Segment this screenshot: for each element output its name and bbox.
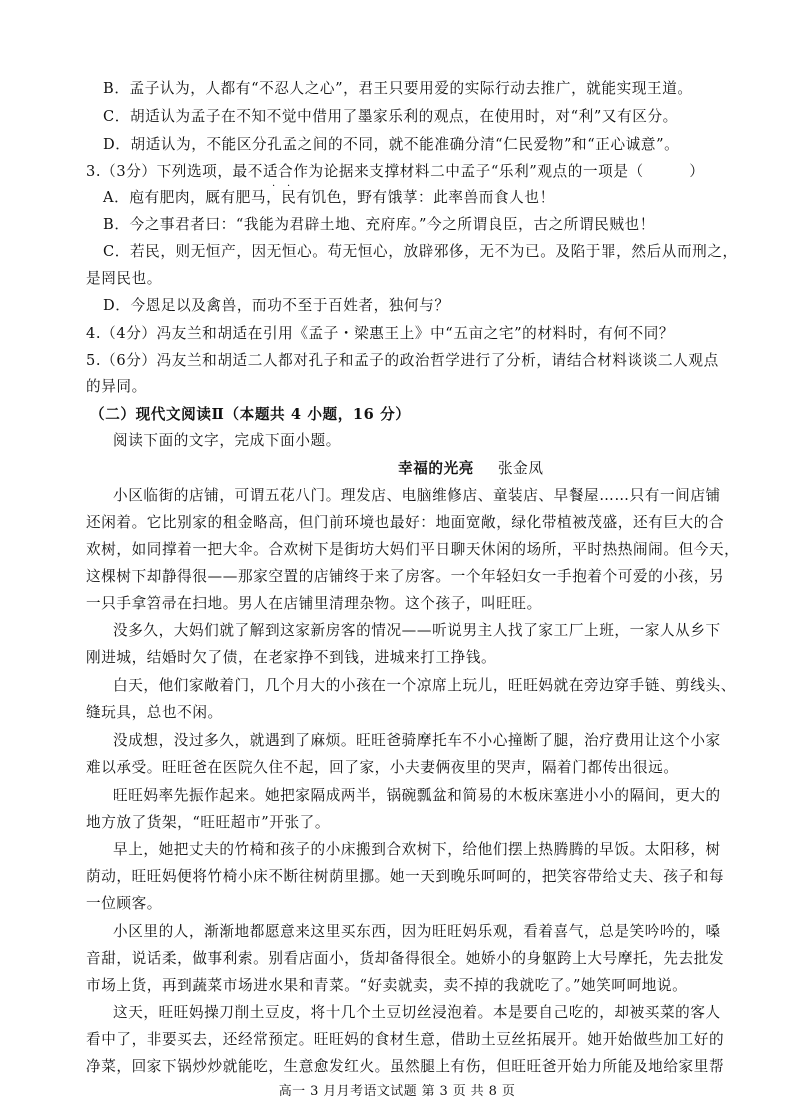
question-3-stem: 3.（3分）下列选项，最不适合作为论据来支撑材料二中孟子“乐利”观点的一项是（ ） <box>86 163 705 180</box>
story-line: 荫动，旺旺妈便将竹椅小床不断往树荫里挪。她一天到晚乐呵呵的，把笑容带给丈夫、孩子和每 <box>86 868 725 885</box>
option-b-prev: B．孟子认为，人都有“不忍人之心”，君王只要用爱的实际行动去推广，就能实现王道。 <box>103 80 693 97</box>
emphasis-dot: · <box>287 181 291 192</box>
question-5-line-1: 5.（6分）冯友兰和胡适二人都对孔子和孟子的政治哲学进行了分析，请结合材料谈谈二人观点 <box>86 352 719 369</box>
story-line: 刚进城，结婚时欠了债，在老家挣不到钱，进城来打工挣钱。 <box>86 649 497 666</box>
story-line: 地方放了货架，“旺旺超市”开张了。 <box>86 814 331 831</box>
story-line: 小区里的人，渐渐地都愿意来这里买东西，因为旺旺妈乐观，看着喜气，总是笑吟吟的，嗓 <box>113 923 721 940</box>
question-3-option-c-cont: 是罔民也。 <box>86 270 162 287</box>
question-5-line-2: 的异同。 <box>86 378 147 395</box>
story-line: 净菜，回家下锅炒炒就能吃，生意愈发红火。虽然腿上有伤，但旺旺爸开始力所能及地给家里帮 <box>86 1058 725 1075</box>
story-line: 市场上货，再到蔬菜市场进水果和青菜。“好卖就卖，卖不掉的我就吃了。”她笑呵呵地说。 <box>86 977 688 994</box>
story-line: 音甜，说话柔，做事利索。别看店面小，货却备得很全。她娇小的身躯跨上大号摩托，先去批发 <box>86 950 725 967</box>
story-author: 张金凤 <box>497 460 544 477</box>
story-line: 欢树，如同撑着一把大伞。合欢树下是街坊大妈们平日聊天休闲的场所，平时热热闹闹。但今天， <box>86 541 740 558</box>
section-instruction: 阅读下面的文字，完成下面小题。 <box>113 432 341 449</box>
emphasis-dot: · <box>272 181 276 192</box>
story-line: 难以承受。旺旺爸在医院久住不起，回了家，小夫妻俩夜里的哭声，隔着门都传出很远。 <box>86 759 679 776</box>
story-line: 还闲着。它比别家的租金略高，但门前环境也最好：地面宽敞，绿化带植被茂盛，还有巨大的合 <box>86 514 725 531</box>
story-title: 幸福的光亮 <box>398 460 474 477</box>
question-3-option-a: A．庖有肥肉，厩有肥马，民有饥色，野有饿莩：此率兽而食人也！ <box>103 189 555 206</box>
story-line: 没多久，大妈们就了解到这家新房客的情况——听说男主人找了家工厂上班，一家人从乡下 <box>113 622 721 639</box>
story-line: 这棵树下却静得很——那家空置的店铺终于来了房客。一个年轻妇女一手抱着个可爱的小孩，另 <box>86 568 725 585</box>
story-line: 一只手拿笤帚在扫地。男人在店铺里清理杂物。这个孩子，叫旺旺。 <box>86 595 542 612</box>
story-line: 缝玩具，总也不闲。 <box>86 704 223 721</box>
option-d-prev: D．胡适认为，不能区分孔孟之间的不同，就不能准确分清“仁民爱物”和“正心诚意”。 <box>103 136 680 153</box>
story-line: 白天，他们家敞着门，几个月大的小孩在一个凉席上玩儿，旺旺妈就在旁边穿手链、剪线头、 <box>113 677 736 694</box>
story-line: 这天，旺旺妈操刀削土豆皮，将十几个土豆切丝浸泡着。本是要自己吃的，却被买菜的客人 <box>113 1004 721 1021</box>
question-3-option-b: B．今之事君者曰：“我能为君辟土地、充府库。”今之所谓良臣，古之所谓民贼也！ <box>103 216 655 233</box>
option-c-prev: C．胡适认为孟子在不知不觉中借用了墨家乐利的观点，在使用时，对“利”又有区分。 <box>103 108 678 125</box>
story-line: 小区临街的店铺，可谓五花八门。理发店、电脑维修店、童装店、早餐屋……只有一间店铺 <box>113 487 721 504</box>
story-line: 没成想，没过多久，就遇到了麻烦。旺旺爸骑摩托车不小心撞断了腿，治疗费用让这个小家 <box>113 732 721 749</box>
story-line: 一位顾客。 <box>86 895 162 912</box>
question-3-option-c: C．若民，则无恒产，因无恒心。苟无恒心，放辟邪侈，无不为已。及陷于罪，然后从而刑之， <box>103 243 738 260</box>
story-line: 早上，她把丈夫的竹椅和孩子的小床搬到合欢树下，给他们摆上热腾腾的早饭。太阳移，树 <box>113 841 721 858</box>
section-heading: （二）现代文阅读Ⅱ（本题共 4 小题，16 分） <box>90 406 411 423</box>
page-footer: 高一 3 月月考语文试题 第 3 页 共 8 页 <box>278 1084 516 1099</box>
question-4: 4.（4分）冯友兰和胡适在引用《孟子・梁惠王上》中“五亩之宅”的材料时，有何不同？ <box>86 325 675 342</box>
story-title-line <box>398 459 544 479</box>
story-line: 旺旺妈率先振作起来。她把家隔成两半，锅碗瓢盆和简易的木板床塞进小小的隔间，更大的 <box>113 787 721 804</box>
story-line: 看中了，非要买去，还经常预定。旺旺妈的食材生意，借助土豆丝拓展开。她开始做些加工好的 <box>86 1031 725 1048</box>
question-3-option-d: D．今恩足以及禽兽，而功不至于百姓者，独何与？ <box>103 297 450 314</box>
